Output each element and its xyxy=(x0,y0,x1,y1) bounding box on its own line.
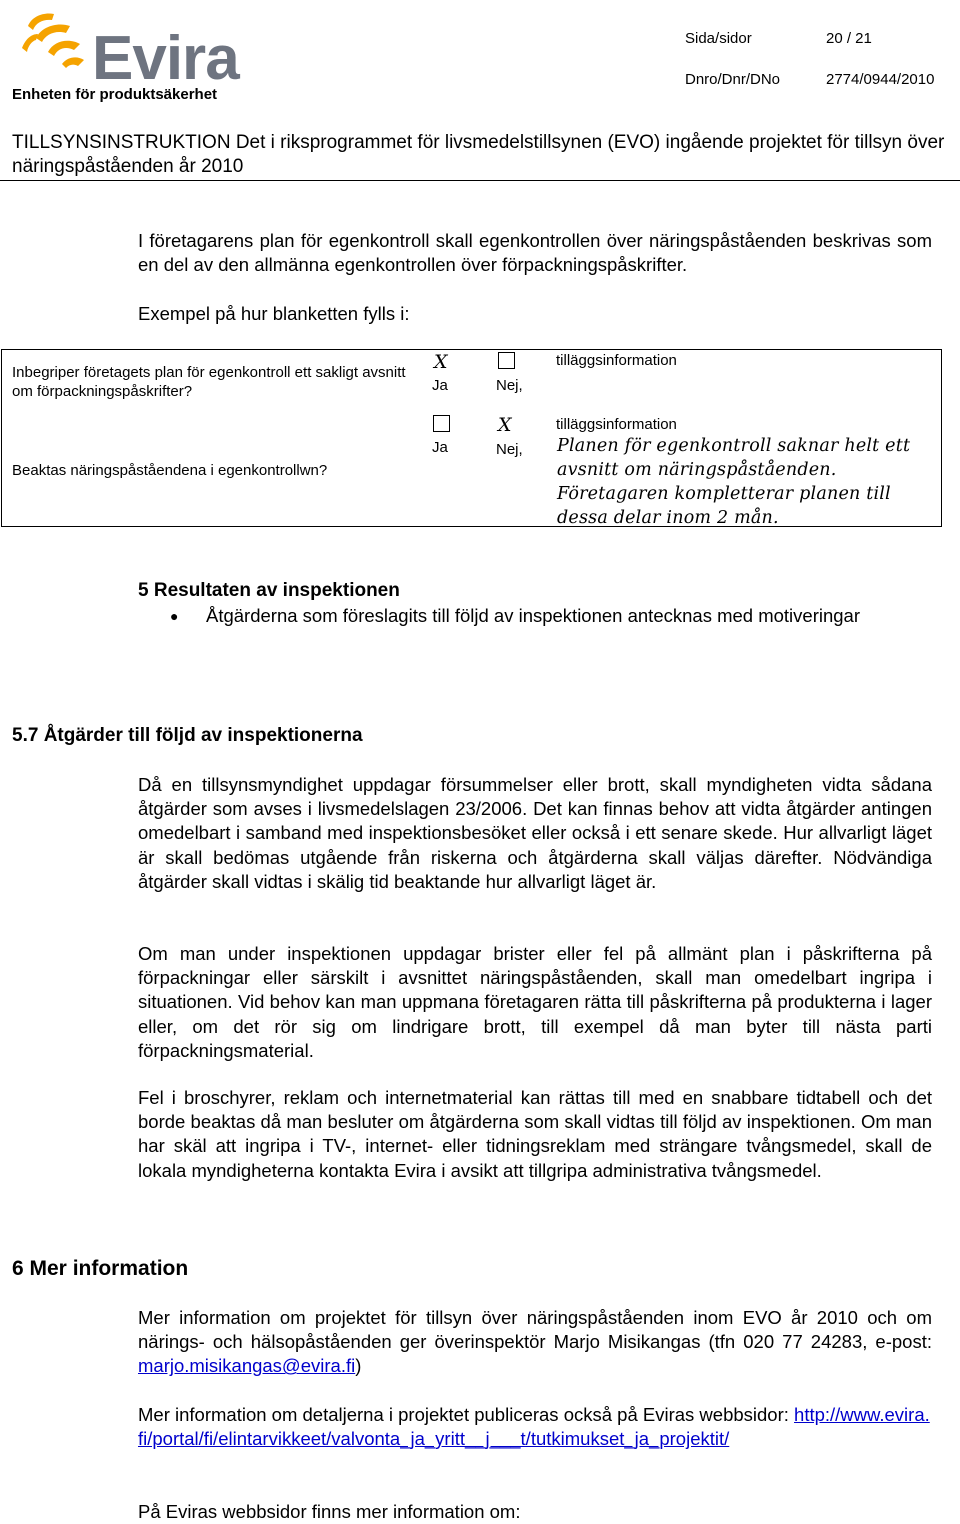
section57-paragraph-2: Om man under inspektionen uppdagar brister eller fel på allmänt plan i påskrifterna på förpackningar eller särskilt i avsnittet näringspåståenden, skall man omedelbart ingripa i situationen. Vid behov kan man uppmana företagaren rätta till påskrifterna på produkterna i lager eller, om det rör sig om lindrigare brott, till exempel då man byter till nästa parti förpackningsmaterial. xyxy=(138,943,932,1061)
row1-info-label: tilläggsinformation xyxy=(556,352,677,369)
row2-no-mark: X xyxy=(498,414,512,436)
contact-text-end: ) xyxy=(355,1355,362,1377)
row2-handwritten-note: Planen för egenkontroll saknar helt ett avsnitt om näringspåståenden. Företagaren kompletterar planen till dessa delar inom 2 mån. xyxy=(557,436,911,528)
row1-no-label: Nej, xyxy=(496,377,523,394)
page-number: 20 / 21 xyxy=(826,30,872,47)
section5-bullet: Åtgärderna som föreslagits till följd av inspektionen antecknas med motiveringar xyxy=(206,605,860,626)
brand-name: Evira xyxy=(92,24,239,93)
example-caption: Exempel på hur blanketten fylls i: xyxy=(138,303,410,324)
section6-paragraph-3: På Eviras webbsidor finns mer information om: xyxy=(138,1501,521,1522)
row2-yes-checkbox[interactable] xyxy=(433,415,450,432)
row2-no-label: Nej, xyxy=(496,441,523,458)
row2-question: Beaktas näringspåståendena i egenkontrollwn? xyxy=(12,462,328,479)
row1-yes-mark: X xyxy=(434,351,448,373)
row2-info-label: tilläggsinformation xyxy=(556,416,677,433)
section57-paragraph-3: Fel i broschyrer, reklam och internetmaterial kan rättas till med en snabbare tidtabell och det borde beaktas då man besluter om åtgärderna som skall vidtas till följd av inspektionen. Om man har skäl att ingripa i TV-, internet- eller tidningsreklam med strängare tvångsmedel, skall de lokala myndigheterna kontakta Evira i avsikt att tillgripa administrativa tvångsmedel. xyxy=(138,1087,932,1181)
unit-name: Enheten för produktsäkerhet xyxy=(12,86,218,103)
row1-no-checkbox[interactable] xyxy=(498,352,515,369)
row1-yes-label: Ja xyxy=(432,377,448,394)
website-link[interactable]: http://www.evira.fi/portal/fi/elintarvikkeet/valvonta_ja_yritt__j___t/tutkimukset_ja_projektit/ xyxy=(138,1404,930,1450)
row2-yes-label: Ja xyxy=(432,439,448,456)
bullet-dot-icon: ● xyxy=(170,608,179,624)
dnro-label: Dnro/Dnr/DNo xyxy=(685,71,781,88)
intro-paragraph: I företagarens plan för egenkontroll skall egenkontrollen över näringspåståenden beskrivas som en del av den allmänna egenkontrollen över förpackningspåskrifter. xyxy=(138,230,932,276)
section5-heading: 5 Resultaten av inspektionen xyxy=(138,580,400,601)
header-divider xyxy=(0,180,960,181)
section57-paragraph-1: Då en tillsynsmyndighet uppdagar försummelser eller brott, skall myndigheten vidta sådana åtgärder som avses i livsmedelslagen 23/2006. Det kan finnas behov att vidta åtgärder antingen omedelbart i samband med inspektionsbesöket eller också i ett senare skede. Hur allvarligt läget är skall bedömas utgående från riskerna och åtgärderna skall väljas därefter. Nödvändiga åtgärder skall vidtas i skälig tid beaktande hur allvarligt läget är. xyxy=(138,774,932,892)
section6-heading: 6 Mer information xyxy=(12,1257,189,1280)
section6-paragraph-1 xyxy=(138,1306,932,1379)
email-link[interactable]: marjo.misikangas@evira.fi xyxy=(138,1355,356,1377)
row1-question: Inbegriper företagets plan för egenkontroll ett sakligt avsnitt om förpackningspåskrifter? xyxy=(12,364,406,400)
section57-heading: 5.7 Åtgärder till följd av inspektionerna xyxy=(12,725,363,746)
document-title: TILLSYNSINSTRUKTION Det i riksprogrammet för livsmedelstillsynen (EVO) ingående projektet för tillsyn över näringspåståenden år 2010 xyxy=(12,132,945,177)
contact-text: Mer information om projektet för tillsyn över näringspåståenden inom EVO år 2010 och om närings- och hälsopåståenden ger överinspektör Marjo Misikangas (tfn 020 77 24283, e-post: xyxy=(138,1307,932,1353)
website-text: Mer information om detaljerna i projektet publiceras också på Eviras webbsidor: xyxy=(138,1404,795,1425)
page-label: Sida/sidor xyxy=(685,30,752,47)
dnro-number: 2774/0944/2010 xyxy=(826,71,935,88)
section6-paragraph-2 xyxy=(138,1403,932,1451)
